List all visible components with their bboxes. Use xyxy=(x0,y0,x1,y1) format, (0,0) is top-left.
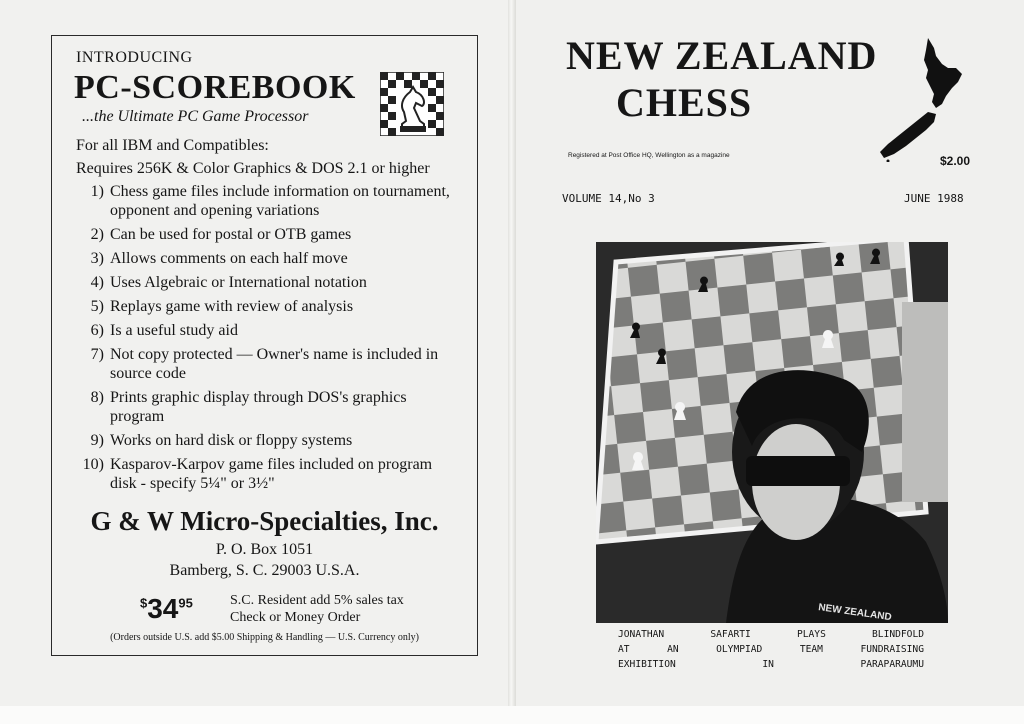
feature-text: Replays game with review of analysis xyxy=(110,298,354,315)
list-item xyxy=(74,345,459,383)
feature-text: Kasparov-Karpov game files included on program disk - specify 5¼" or 3½" xyxy=(110,456,433,492)
ad-price-dollars: 34 xyxy=(147,593,179,624)
caption-word: AN xyxy=(667,644,679,655)
list-item xyxy=(74,321,459,340)
ad-address-line2: Bamberg, S. C. 29003 U.S.A. xyxy=(169,562,360,579)
ad-product-name: PC-SCOREBOOK xyxy=(74,69,356,106)
pc-scorebook-advertisement xyxy=(51,35,478,656)
list-item xyxy=(74,249,459,268)
feature-number: 3) xyxy=(90,250,104,267)
ad-company-name: G & W Micro-Specialties, Inc. xyxy=(90,506,439,536)
feature-number: 10) xyxy=(82,456,104,473)
ad-tagline: ...the Ultimate PC Game Processor xyxy=(82,108,309,125)
feature-text: Can be used for postal or OTB games xyxy=(110,226,352,243)
feature-text: Prints graphic display through DOS's graphics program xyxy=(110,389,407,425)
feature-number: 9) xyxy=(90,432,104,449)
page-bottom-edge xyxy=(0,706,1024,724)
ad-shipping-note: (Orders outside U.S. add $5.00 Shipping & Handling — U.S. Currency only) xyxy=(110,632,419,643)
feature-text: Is a useful study aid xyxy=(110,322,238,339)
cover-price: $2.00 xyxy=(940,154,971,168)
caption-word: TEAM xyxy=(799,644,823,655)
feature-text: Uses Algebraic or International notation xyxy=(110,274,367,291)
feature-number: 6) xyxy=(90,322,104,339)
caption-word: PLAYS xyxy=(796,629,826,640)
ad-price xyxy=(140,593,193,625)
list-item xyxy=(74,388,459,426)
feature-number: 2) xyxy=(90,226,104,243)
caption-word: SAFARTI xyxy=(710,629,751,640)
ad-tax-line1: S.C. Resident add 5% sales tax xyxy=(230,593,404,608)
list-item xyxy=(74,431,459,450)
caption-word: EXHIBITION xyxy=(618,659,676,670)
list-item xyxy=(74,225,459,244)
ad-price-cents: 95 xyxy=(178,595,193,611)
ad-tax-line2: Check or Money Order xyxy=(230,610,361,625)
feature-text: Not copy protected — Owner's name is included in source code xyxy=(110,346,439,382)
feature-text: Allows comments on each half move xyxy=(110,250,348,267)
caption-word: AT xyxy=(618,644,630,655)
cover-title-line1: NEW ZEALAND xyxy=(566,33,878,78)
caption-line xyxy=(618,642,924,657)
list-item xyxy=(74,455,459,493)
list-item xyxy=(74,273,459,292)
svg-text:NEW ZEALAND: NEW ZEALAND xyxy=(817,602,893,623)
caption-word: BLINDFOLD xyxy=(872,629,924,640)
new-zealand-map-icon xyxy=(876,34,972,162)
ad-compatibility xyxy=(76,134,430,180)
list-item xyxy=(74,182,459,220)
issue-date: JUNE 1988 xyxy=(904,192,964,205)
caption-word: IN xyxy=(762,659,774,670)
postal-registration-note: Registered at Post Office HQ, Wellington as a magazine xyxy=(568,152,730,159)
feature-number: 5) xyxy=(90,298,104,315)
photo-illustration xyxy=(596,242,948,623)
ad-compat-line2: Requires 256K & Color Graphics & DOS 2.1 or higher xyxy=(76,160,430,177)
cover-title-line2: CHESS xyxy=(616,80,753,125)
magazine-spine xyxy=(508,0,516,724)
feature-number: 7) xyxy=(90,346,104,363)
feature-text: Works on hard disk or floppy systems xyxy=(110,432,353,449)
issue-volume: VOLUME 14,No 3 xyxy=(562,192,655,205)
ad-tax-note xyxy=(230,592,404,626)
ad-price-symbol: $ xyxy=(140,595,148,611)
blindfolded-player-photo xyxy=(596,242,948,623)
caption-line xyxy=(618,627,924,642)
caption-word: JONATHAN xyxy=(618,629,665,640)
feature-number: 4) xyxy=(90,274,104,291)
feature-text: Chess game files include information on tournament, opponent and opening variations xyxy=(110,183,450,219)
caption-line xyxy=(618,657,924,672)
feature-number: 1) xyxy=(90,183,104,200)
list-item xyxy=(74,297,459,316)
ad-feature-list xyxy=(74,182,459,498)
chess-knight-board-icon xyxy=(380,72,444,136)
caption-word: FUNDRAISING xyxy=(860,644,924,655)
caption-word: OLYMPIAD xyxy=(716,644,763,655)
feature-number: 8) xyxy=(90,389,104,406)
caption-word: PARAPARAUMU xyxy=(860,659,924,670)
ad-introducing: INTRODUCING xyxy=(76,49,193,66)
ad-address-line1: P. O. Box 1051 xyxy=(215,541,314,558)
ad-compat-line1: For all IBM and Compatibles: xyxy=(76,137,269,154)
photo-caption xyxy=(618,627,924,672)
